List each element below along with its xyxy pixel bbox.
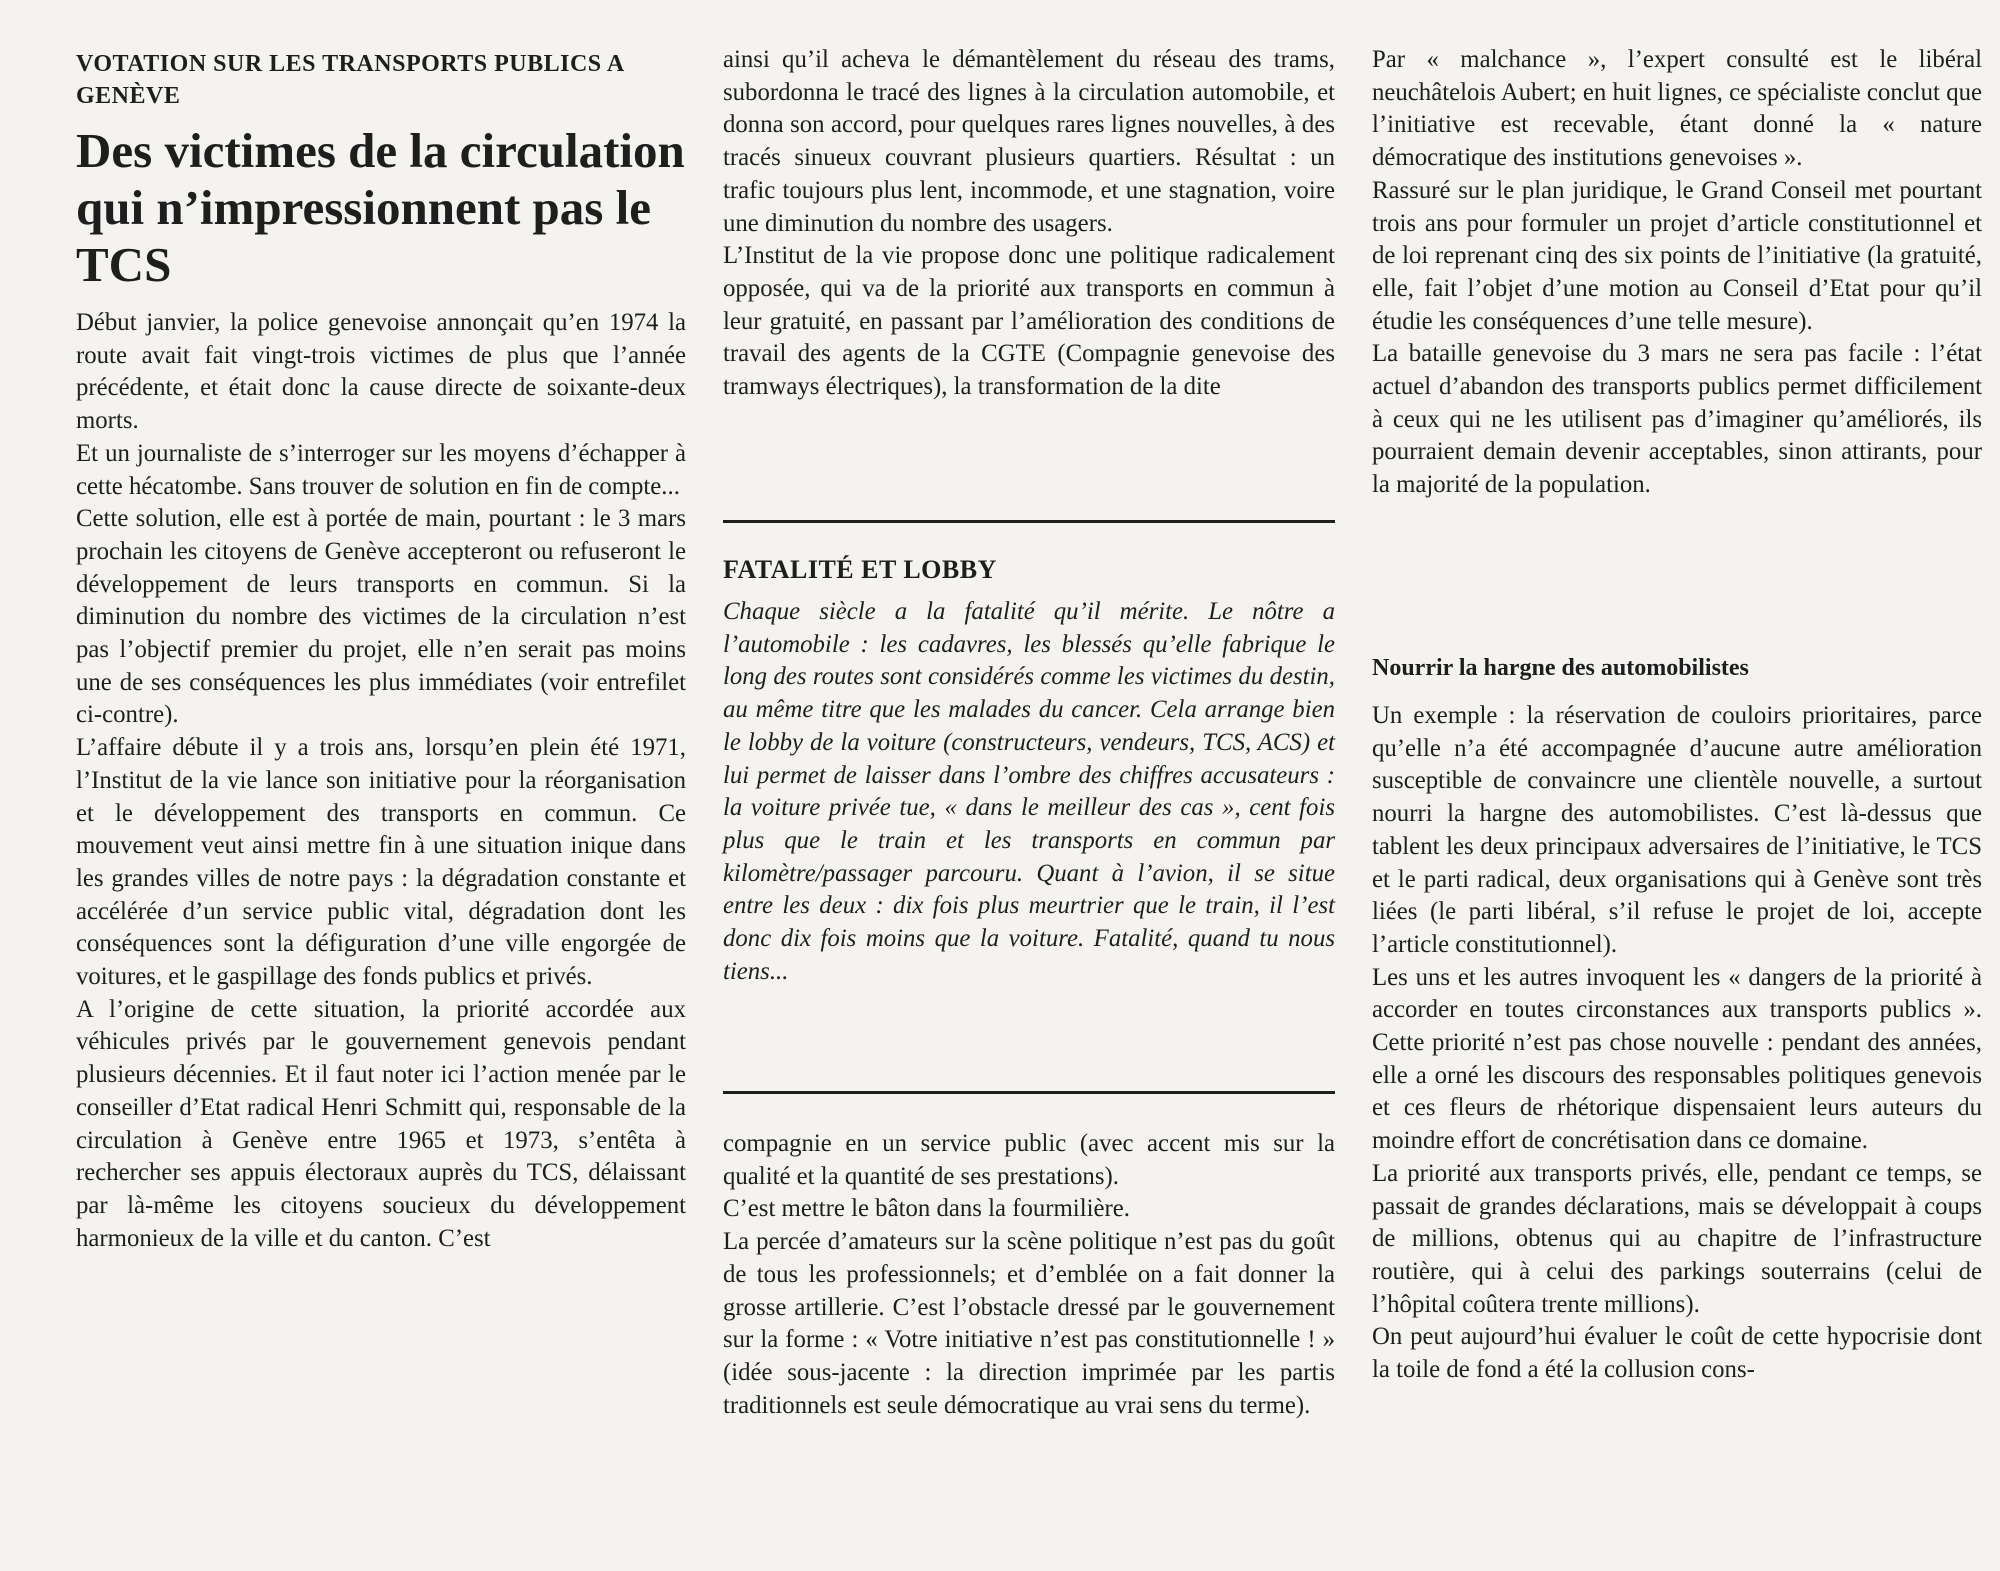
col3-top-text	[1372, 44, 1982, 502]
col3-paragraph-3: La bataille genevoise du 3 mars ne sera pas facile : l’état actuel d’abandon des transports publics permet difficilement à ceux qui ne les utilisent pas d’imaginer qu’améliorés, ils pourraient demain devenir acceptables, sinon attirants, pour la majorité de la population.	[1372, 340, 1982, 499]
col3-paragraph-4: Un exemple : la réservation de couloirs prioritaires, parce qu’elle n’a été accompagnée d’aucune autre amélioration susceptible de convaincre une clientèle nouvelle, a surtout nourri la hargne des automobilistes. C’est là-dessus que tablent les deux principaux adversaires de l’initiative, le TCS et le parti radical, deux organisations qui à Genève sont très liées (le parti libéral, s’il refuse le projet de loi, accepte l’article constitutionnel).	[1372, 702, 1982, 958]
box-text: Chaque siècle a la fatalité qu’il mérite. Le nôtre a l’automobile : les cadavres, les blessés qu’elle fabrique le long des routes sont considérés comme les victimes du destin, au même titre que les malades du cancer. Cela arrange bien le lobby de la voiture (constructeurs, vendeurs, TCS, ACS) et lui permet de laisser dans l’ombre des chiffres accusateurs : la voiture privée tue, « dans le meilleur des cas », cent fois plus que le train et les transports en commun par kilomètre/passager parcouru. Quant à l’avion, il se situe entre les deux : dix fois plus meurtrier que le train, il l’est donc dix fois moins que la voiture. Fatalité, quand tu nous tiens...	[723, 598, 1335, 985]
col1-paragraph-1: Début janvier, la police genevoise annonçait qu’en 1974 la route avait fait vingt-trois victimes de plus que l’année précédente, et était donc la cause directe de soixante-deux morts.	[76, 309, 686, 435]
col3-paragraph-6: La priorité aux transports privés, elle, pendant ce temps, se passait de grandes déclarations, mais se développait à coups de millions, obtenus qui au chapitre de l’infrastructure routière, qui à celui des parkings souterrains (celui de l’hôpital coûtera trente millions).	[1372, 1159, 1982, 1318]
col3-paragraph-2: Rassuré sur le plan juridique, le Grand Conseil met pourtant trois ans pour formuler un projet d’article constitutionnel et de loi reprenant cinq des six points de l’initiative (la gratuité, elle, fait l’objet d’une motion au Conseil d’Etat pour qu’il étudie les conséquences d’une telle mesure).	[1372, 176, 1982, 335]
col2-paragraph-5: La percée d’amateurs sur la scène politique n’est pas du goût de tous les professionnels; et d’emblée on a fait donner la grosse artillerie. C’est l’obstacle dressé par le gouvernement sur la forme : « Votre initiative n’est pas constitutionnelle ! » (idée sous-jacente : la direction imprimée par les partis traditionnels est seule démocratique au vrai sens du terme).	[723, 1228, 1335, 1419]
box-bottom-rule	[723, 1091, 1335, 1094]
column-1	[76, 44, 686, 1255]
col2-paragraph-4: C’est mettre le bâton dans la fourmilière.	[723, 1195, 1130, 1223]
col2-paragraph-2: L’Institut de la vie propose donc une politique radicalement opposée, qui va de la priorité aux transports en commun à leur gratuité, en passant par l’amélioration des conditions de travail des agents de la CGTE (Compagnie genevoise des tramways électriques), la transformation de la dite	[723, 242, 1335, 401]
col3-paragraph-1: Par « malchance », l’expert consulté est le libéral neuchâtelois Aubert; en huit lignes, ce spécialiste conclut que l’initiative est recevable, étant donné la « nature démocratique des institutions genevoises ».	[1372, 46, 1982, 172]
col2-paragraph-1: ainsi qu’il acheva le démantèlement du réseau des trams, subordonna le tracé des lignes à la circulation automobile, et donna son accord, pour quelques rares lignes nouvelles, à des tracés sinueux couvrant plusieurs quartiers. Résultat : un trafic toujours plus lent, incommode, et une stagnation, voire une diminution du nombre des usagers.	[723, 46, 1335, 237]
col3-paragraph-5: Les uns et les autres invoquent les « dangers de la priorité à accorder en toutes circonstances aux transports publics ». Cette priorité n’est pas chose nouvelle : pendant des années, elle a orné les discours des responsables politiques genevois et ces fleurs de rhétorique dispensaient leurs auteurs du moindre effort de concrétisation dans ce domaine.	[1372, 963, 1982, 1155]
col1-paragraph-5: A l’origine de cette situation, la priorité accordée aux véhicules privés par le gouvernement genevois pendant plusieurs décennies. Et il faut noter ici l’action menée par le conseiller d’Etat radical Henri Schmitt qui, responsable de la circulation à Genève entre 1965 et 1973, s’entêta à rechercher ses appuis électoraux auprès du TCS, délaissant par là-même les citoyens soucieux du développement harmonieux de la ville et du canton. C’est	[76, 995, 686, 1252]
col3-paragraph-7: On peut aujourd’hui évaluer le coût de cette hypocrisie dont la toile de fond a été la collusion cons-	[1372, 1323, 1982, 1384]
box-top-rule	[723, 520, 1335, 523]
article-subheading: Nourrir la hargne des automobilistes	[1372, 655, 1749, 681]
col2-paragraph-3: compagnie en un service public (avec accent mis sur la qualité et la quantité de ses prestations).	[723, 1130, 1335, 1190]
col1-paragraph-4: L’affaire débute il y a trois ans, lorsqu’en plein été 1971, l’Institut de la vie lance son initiative pour la réorganisation et le développement des transports en commun. Ce mouvement veut ainsi mettre fin à une situation inique dans les grandes villes de notre pays : la dégradation constante et accélérée d’un service public vital, dégradation dont les conséquences sont la défiguration d’une ville engorgée de voitures, et le gaspillage des fonds publics et privés.	[76, 734, 686, 991]
col1-paragraph-2: Et un journaliste de s’interroger sur les moyens d’échapper à cette hécatombe. Sans trouver de solution en fin de compte...	[76, 439, 686, 500]
col2-bottom-text	[723, 1128, 1335, 1422]
col3-bottom-text	[1372, 700, 1982, 1387]
box-title: FATALITÉ ET LOBBY	[723, 555, 997, 584]
article-kicker: VOTATION SUR LES TRANSPORTS PUBLICS A GENÈVE	[76, 51, 624, 109]
col2-top-text	[723, 44, 1335, 404]
col1-paragraph-3: Cette solution, elle est à portée de main, pourtant : le 3 mars prochain les citoyens de Genève accepteront ou refuseront le développement de leurs transports en commun. Si la diminution du nombre des victimes de la circulation n’est pas l’objectif premier du projet, elle n’en serait pas moins une de ses conséquences les plus immédiates (voir entrefilet ci-contre).	[76, 505, 686, 729]
article-headline: Des victimes de la circulation qui n’impressionnent pas le TCS	[76, 123, 685, 292]
